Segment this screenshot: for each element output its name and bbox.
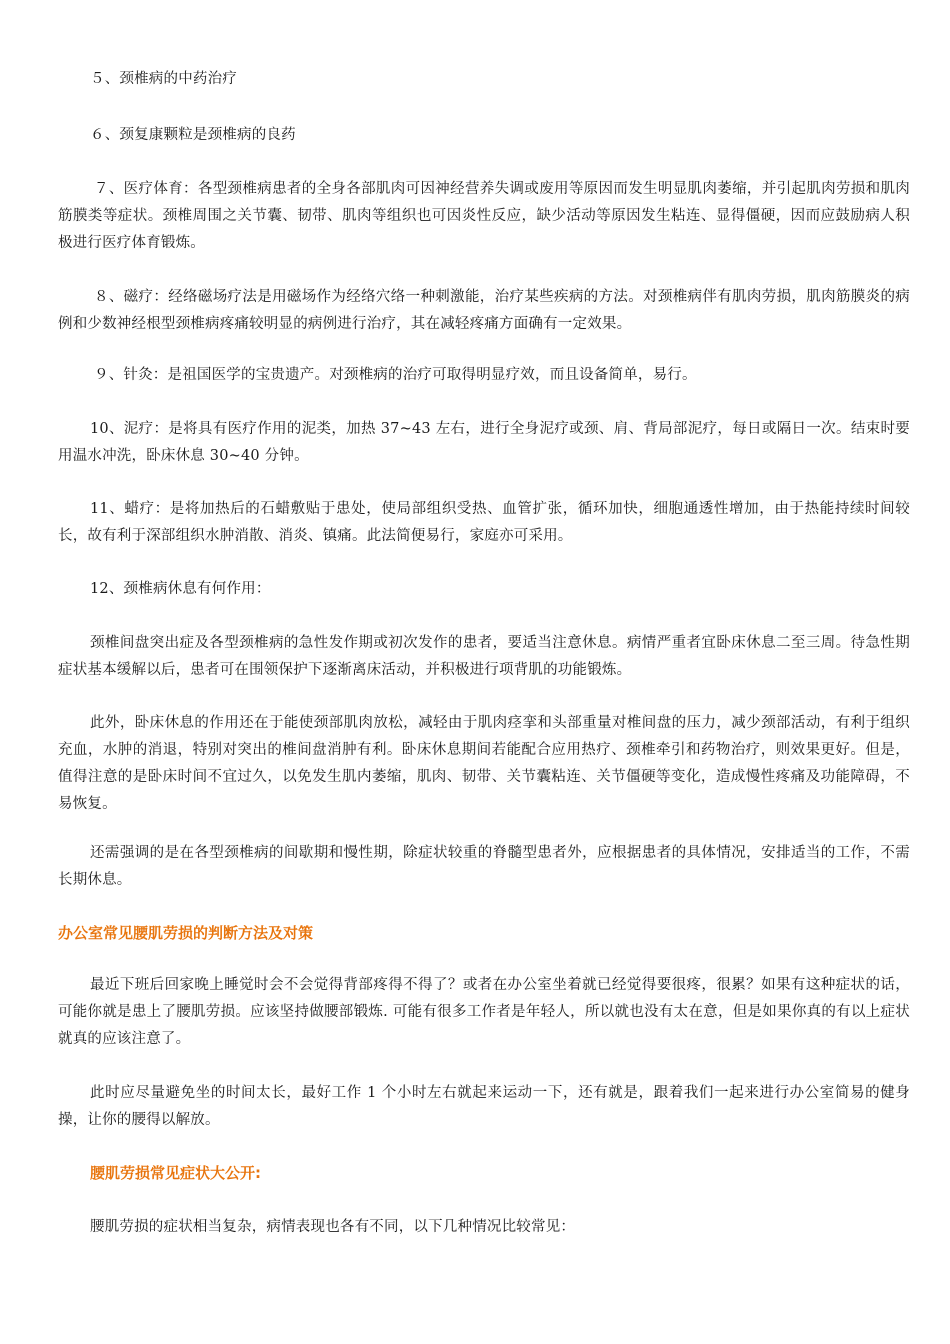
item-6-jingfukang-granules: ６、颈复康颗粒是颈椎病的良药	[90, 127, 296, 143]
item-10-mud-therapy: 10、泥疗：是将具有医疗作用的泥类，加热 37~43 左右，进行全身泥疗或颈、肩、背局部泥疗，每日或隔日一次。结束时要用温水冲洗，卧床休息 30~40 分钟。	[58, 421, 910, 464]
rest-paragraph-1: 颈椎间盘突出症及各型颈椎病的急性发作期或初次发作的患者，要适当注意休息。病情严重者宜卧床休息二至三周。待急性期症状基本缓解以后，患者可在围领保护下逐渐离床活动，并积极进行项背肌的功能锻炼。	[58, 635, 910, 678]
item-12-rest-question: 12、颈椎病休息有何作用：	[90, 581, 271, 597]
item-7-medical-exercise: ７、医疗体育：各型颈椎病患者的全身各部肌肉可因神经营养失调或废用等原因而发生明显肌肉萎缩，并引起肌肉劳损和肌肉筋膜类等症状。颈椎周围之关节囊、韧带、肌肉等组织也可因炎性反应，缺少活动等原因发生粘连、显得僵硬，因而应鼓励病人积极进行医疗体育锻炼。	[58, 181, 910, 251]
rest-paragraph-3: 还需强调的是在各型颈椎病的间歇期和慢性期，除症状较重的脊髓型患者外，应根据患者的具体情况，安排适当的工作，不需长期休息。	[58, 845, 910, 888]
item-9-acupuncture: ９、针灸：是祖国医学的宝贵遗产。对颈椎病的治疗可取得明显疗效，而且设备简单，易行。	[94, 367, 697, 383]
rest-paragraph-2: 此外，卧床休息的作用还在于能使颈部肌肉放松，减轻由于肌肉痉挛和头部重量对椎间盘的压力，减少颈部活动，有利于组织充血，水肿的消退，特别对突出的椎间盘消肿有利。卧床休息期间若能配合应用热疗、颈椎牵引和药物治疗，则效果更好。但是，值得注意的是卧床时间不宜过久，以免发生肌内萎缩，肌肉、韧带、关节囊粘连、关节僵硬等变化，造成慢性疼痛及功能障碍，不易恢复。	[58, 715, 910, 812]
subsection-heading-symptoms: 腰肌劳损常见症状大公开:	[90, 1164, 261, 1182]
section-paragraph-2: 此时应尽量避免坐的时间太长，最好工作 1 个小时左右就起来运动一下，还有就是，跟着我们一起来进行办公室简易的健身操，让你的腰得以解放。	[58, 1085, 910, 1128]
section-paragraph-1: 最近下班后回家晚上睡觉时会不会觉得背部疼得不得了？或者在办公室坐着就已经觉得要很疼，很累？如果有这种症状的话，可能你就是患上了腰肌劳损。应该坚持做腰部锻炼. 可能有很多工作者是年轻人，所以就也没有太在意，但是如果你真的有以上症状就真的应该注意了。	[58, 977, 910, 1047]
subsection-paragraph: 腰肌劳损的症状相当复杂，病情表现也各有不同，以下几种情况比较常见：	[90, 1219, 576, 1235]
item-8-magnetic-therapy: ８、磁疗：经络磁场疗法是用磁场作为经络穴络一种刺激能，治疗某些疾病的方法。对颈椎病伴有肌肉劳损，肌肉筋膜炎的病例和少数神经根型颈椎病疼痛较明显的病例进行治疗，其在减轻疼痛方面确有一定效果。	[58, 289, 910, 332]
item-5-chinese-medicine: ５、颈椎病的中药治疗	[90, 71, 237, 87]
item-11-wax-therapy: 11、蜡疗：是将加热后的石蜡敷贴于患处，使局部组织受热、血管扩张，循环加快，细胞通透性增加，由于热能持续时间较长，故有利于深部组织水肿消散、消炎、镇痛。此法简便易行，家庭亦可采用。	[58, 501, 910, 544]
section-heading-lumbar-strain: 办公室常见腰肌劳损的判断方法及对策	[58, 924, 314, 942]
